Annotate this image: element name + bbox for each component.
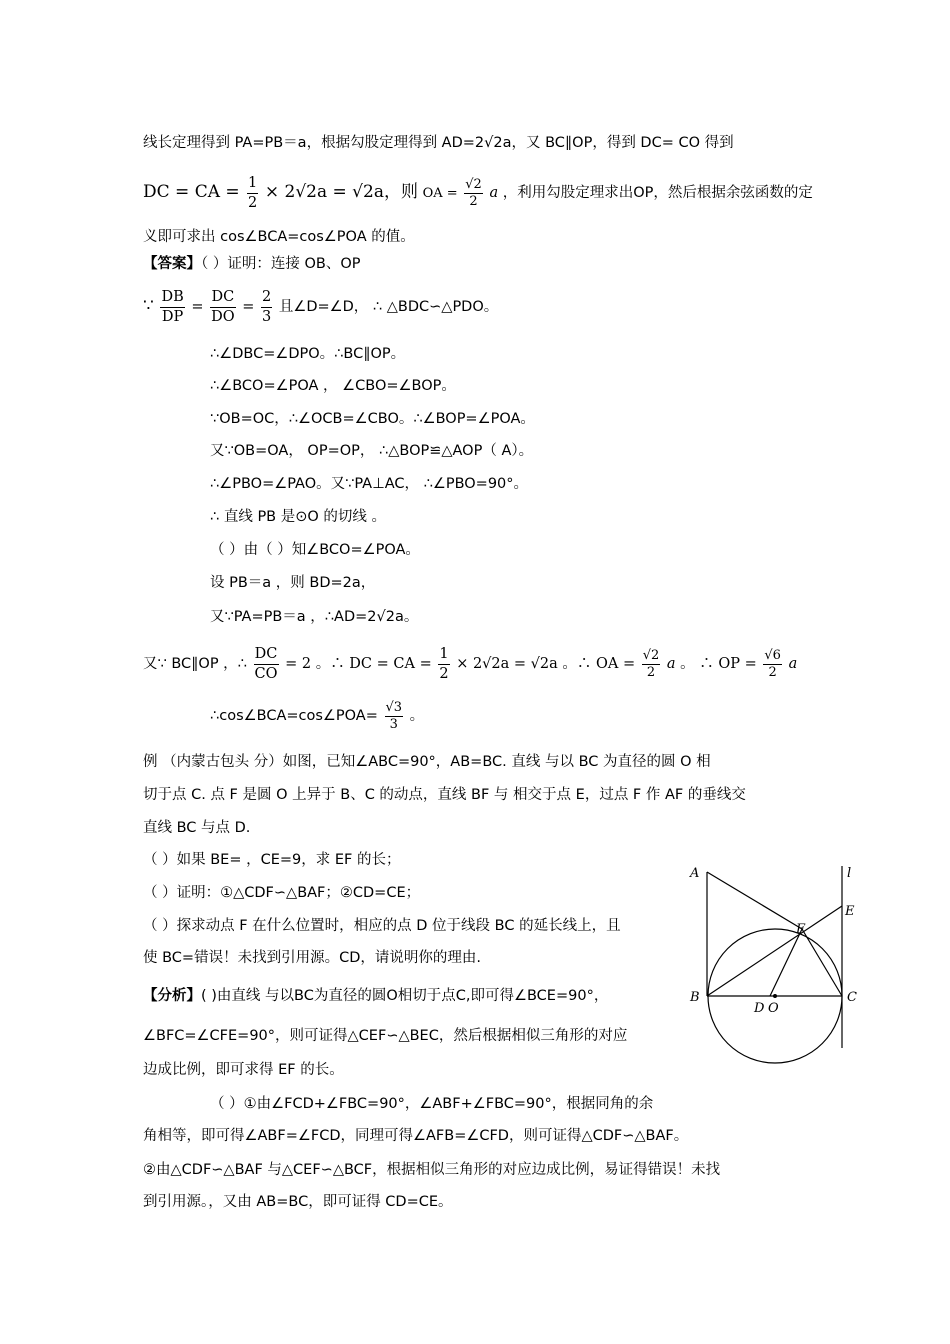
proof-step: 设 PB＝a ，则 BD=2a， [210,575,376,591]
label-l: l [847,866,852,881]
label-f: F [796,922,806,937]
analysis-line: 【分析】( )由直线 与以BC为直径的圆O相切于点C,即可得∠BCE=90°， [143,988,609,1004]
question-line: 使 BC=错误！未找到引用源。CD，请说明你的理由. [143,950,481,966]
text-line: 义即可求出 cos∠BCA=cos∠POA 的值。 [143,229,415,245]
analysis-line: ∠BFC=∠CFE=90°，则可证得△CEF∽△BEC，然后根据相似三角形的对应 [143,1028,628,1044]
fraction: $\frac{DB}{DP}$ [161,288,184,325]
segment-fd [770,929,802,996]
fraction: $\frac{2}{3}$ [261,288,272,325]
proof-step: （ ）由（ ）知∠BCO=∠POA。 [210,542,420,558]
question-line: （ ）探求动点 F 在什么位置时，相应的点 D 位于线段 BC 的延长线上，且 [143,918,621,934]
line-bf [707,906,842,996]
proof-step: ∴∠BCO=∠POA ， ∠CBO=∠BOP。 [210,378,456,394]
text-line: 线长定理得到 PA=PB＝a，根据勾股定理得到 AD=2√2a，又 BC∥OP，得到 DC= CO 得到 [143,135,734,151]
proof-step: ∴ 直线 PB 是⊙O 的切线 。 [210,509,387,525]
label-e: E [845,904,855,919]
analysis-line: （ ）①由∠FCD+∠FBC=90°，∠ABF+∠FBC=90°，根据同角的余 [210,1096,654,1112]
fraction: $\frac{√6}{2}$ [764,647,781,680]
segment-fc [802,929,842,996]
fraction: $\frac{√2}{2}$ [642,647,660,680]
analysis-line: 角相等，即可得∠ABF=∠FCD，同理可得∠AFB=∠CFD，则可证得△CDF∽△BAF。 [143,1128,689,1144]
question-line: （ ）如果 BE= ，CE=9，求 EF 的长； [143,852,401,868]
proof-step: ∴∠PBO=∠PAO。又∵PA⊥AC， ∴∠PBO=90°。 [210,476,529,492]
analysis-line: 到引用源。，又由 AB=BC，即可证得 CD=CE。 [143,1194,453,1210]
text-line-formula: ∵ $\frac{DB}{DP}$ = $\frac{DC}{DO}$ = $\frac{2}{3}$ 且∠D=∠D， ∴ △BDC∽△PDO。 [143,288,499,325]
question-line: 直线 BC 与点 D. [143,820,251,836]
label-a: A [690,866,700,881]
text-line-formula: DC = CA = $\frac{1}{2}$ × 2√2a = √2a，则 OA = $\frac{√2}{2}$ a ，利用勾股定理求出OP，然后根据余弦函数的定 [143,174,813,211]
label-b: B [690,990,700,1005]
geometry-diagram [682,862,864,1072]
label-o: O [768,1001,779,1016]
label-d: D [754,1001,765,1016]
question-line: （ ）证明：①△CDF∽△BAF；②CD=CE； [143,885,421,901]
question-line: 切于点 C. 点 F 是圆 O 上异于 B、C 的动点，直线 BF 与 相交于点 E，过点 F 作 AF 的垂线交 [143,787,746,803]
proof-step: 又∵PA=PB＝a ，∴AD=2√2a。 [210,609,419,625]
analysis-line: 边成比例，即可求得 EF 的长。 [143,1062,344,1078]
fraction: $\frac{√3}{3}$ [385,699,403,732]
fraction: $\frac{√2}{2}$ [465,176,482,209]
answer-heading: 【答案】（ ）证明：连接 OB、OP [143,256,361,272]
fraction: $\frac{1}{2}$ [439,645,449,682]
fraction: $\frac{DC}{DO}$ [211,288,235,325]
proof-step: ∵OB=OC，∴∠OCB=∠CBO。∴∠BOP=∠POA。 [210,411,535,427]
point-o [773,994,777,998]
proof-step: 又∵OB=OA， OP=OP， ∴△BOP≌△AOP（ A）。 [210,443,534,459]
text-line-formula: ∴cos∠BCA=cos∠POA= $\frac{√3}{3}$ 。 [210,699,425,732]
fraction: $\frac{DC}{CO}$ [254,645,278,682]
segment-af [707,872,802,929]
fraction: $\frac{1}{2}$ [248,174,258,211]
question-line: 例 （内蒙古包头 分）如图，已知∠ABC=90°，AB=BC. 直线 与以 BC 为直径的圆 O 相 [143,754,711,770]
label-c: C [847,990,857,1005]
proof-step: ∴∠DBC=∠DPO。∴BC∥OP。 [210,346,406,362]
analysis-line: ②由△CDF∽△BAF 与△CEF∽△BCF，根据相似三角形的对应边成比例，易证得错误！未找 [143,1162,721,1178]
text-line-formula: 又∵ BC∥OP ，∴ $\frac{DC}{CO}$ = 2 。∴ DC = CA = $\frac{1}{2}$ × 2√2a = √2a 。∴ OA = $\frac{√2}{2}$ a 。 ∴ OP = $\frac{√6}{2}$ a [143,645,798,682]
